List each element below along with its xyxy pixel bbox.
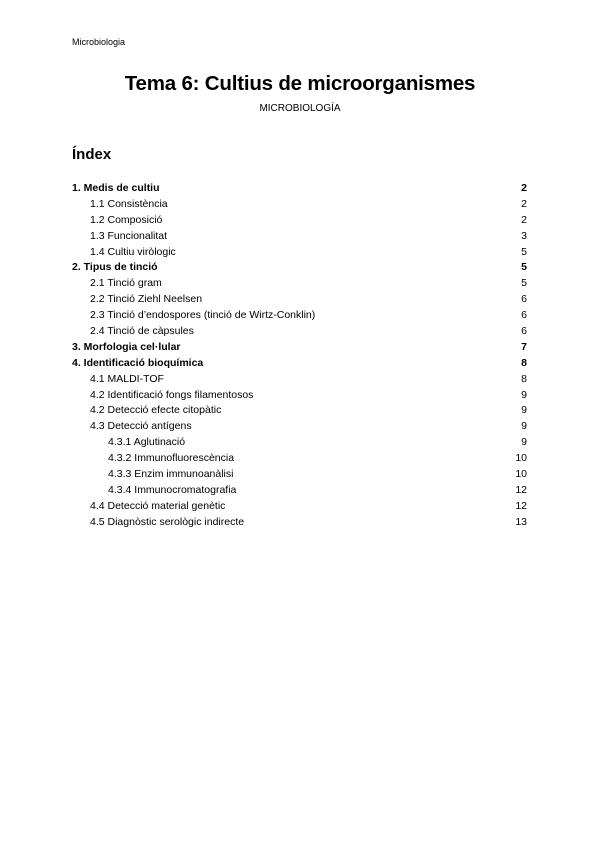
- toc-entry-page: 2: [521, 182, 527, 194]
- toc-entry-page: 8: [521, 372, 527, 385]
- toc-entry[interactable]: [72, 403, 527, 419]
- toc-entry-title: 2.3 Tinció d’endospores (tinció de Wirtz-Conklin): [90, 309, 316, 322]
- toc-entry-title: 1.1 Consistència: [90, 197, 168, 210]
- toc-entry-title: 4.3 Detecció antígens: [90, 420, 192, 433]
- toc-entry-page: 5: [521, 277, 527, 290]
- toc-entry[interactable]: [72, 356, 527, 372]
- toc-heading: Índex: [72, 146, 112, 163]
- toc-entry-page: 13: [515, 515, 527, 528]
- toc-entry[interactable]: [72, 213, 527, 229]
- toc-entry-title: 4.1 MALDI-TOF: [90, 372, 164, 385]
- toc-entry-page: 12: [515, 499, 527, 512]
- toc-entry-title: 4.2 Detecció efecte citopàtic: [90, 404, 222, 417]
- toc-entry-title: 4.3.2 Immunofluorescència: [108, 452, 235, 465]
- toc-entry[interactable]: [72, 499, 527, 515]
- toc-entry[interactable]: [72, 308, 527, 324]
- toc-entry-title: 3. Morfologia cel·lular: [72, 340, 181, 353]
- toc-entry-page: 9: [521, 404, 527, 417]
- toc-entry-page: 12: [515, 483, 527, 496]
- table-of-contents: [72, 181, 527, 531]
- toc-entry[interactable]: [72, 515, 527, 531]
- toc-entry-page: 5: [521, 261, 527, 274]
- toc-entry[interactable]: [72, 245, 527, 261]
- toc-entry[interactable]: [72, 388, 527, 404]
- document-title: Tema 6: Cultius de microorganismes: [124, 72, 476, 95]
- toc-entry-title: 1.3 Funcionalitat: [90, 229, 168, 242]
- toc-entry-page: 6: [521, 293, 527, 306]
- toc-entry[interactable]: [72, 372, 527, 388]
- toc-entry-title: 4. Identificació bioquímica: [72, 356, 204, 369]
- toc-entry[interactable]: [72, 483, 527, 499]
- toc-entry-page: 5: [521, 245, 527, 258]
- toc-entry-title: 1. Medis de cultiu: [72, 182, 160, 194]
- toc-entry-page: 3: [521, 229, 527, 242]
- toc-entry[interactable]: [72, 260, 527, 276]
- toc-entry-title: 4.4 Detecció material genètic: [90, 499, 226, 512]
- toc-entry[interactable]: [72, 197, 527, 213]
- toc-entry[interactable]: [72, 451, 527, 467]
- toc-entry-title: 4.3.1 Aglutinació: [108, 436, 186, 449]
- toc-entry-page: 9: [521, 436, 527, 449]
- toc-entry-page: 8: [521, 356, 527, 369]
- toc-entry-page: 6: [521, 325, 527, 338]
- toc-entry-page: 9: [521, 388, 527, 401]
- toc-entry-title: 1.4 Cultiu viròlogic: [90, 245, 176, 258]
- toc-entry[interactable]: [72, 181, 527, 197]
- toc-entry-page: 2: [521, 213, 527, 226]
- toc-entry[interactable]: [72, 229, 527, 245]
- toc-entry-title: 2.2 Tinció Ziehl Neelsen: [90, 293, 203, 306]
- running-header: Microbiologia: [72, 37, 126, 47]
- toc-entry-page: 10: [515, 452, 527, 465]
- toc-entry[interactable]: [72, 276, 527, 292]
- toc-entry-page: 6: [521, 309, 527, 322]
- toc-entry[interactable]: [72, 292, 527, 308]
- toc-entry-title: 4.3.3 Enzim immunoanàlisi: [108, 468, 234, 481]
- toc-entry[interactable]: [72, 340, 527, 356]
- toc-entry[interactable]: [72, 435, 527, 451]
- toc-entry-page: 9: [521, 420, 527, 433]
- toc-entry-page: 7: [521, 340, 527, 353]
- toc-entry[interactable]: [72, 324, 527, 340]
- toc-entry-page: 10: [515, 468, 527, 481]
- toc-entry-title: 4.3.4 Immunocromatografia: [108, 483, 237, 496]
- toc-entry-title: 4.5 Diagnòstic serològic indirecte: [90, 515, 245, 528]
- toc-entry-title: 2.1 Tinció gram: [90, 277, 162, 290]
- toc-entry[interactable]: [72, 467, 527, 483]
- toc-entry-title: 2.4 Tinció de càpsules: [90, 325, 194, 338]
- toc-entry-title: 4.2 Identificació fongs filamentosos: [90, 388, 254, 401]
- toc-entry-title: 2. Tipus de tinció: [72, 261, 158, 274]
- toc-entry-title: 1.2 Composició: [90, 213, 163, 226]
- document-subtitle: MICROBIOLOGÍA: [259, 103, 341, 114]
- toc-entry[interactable]: [72, 419, 527, 435]
- toc-entry-page: 2: [521, 197, 527, 210]
